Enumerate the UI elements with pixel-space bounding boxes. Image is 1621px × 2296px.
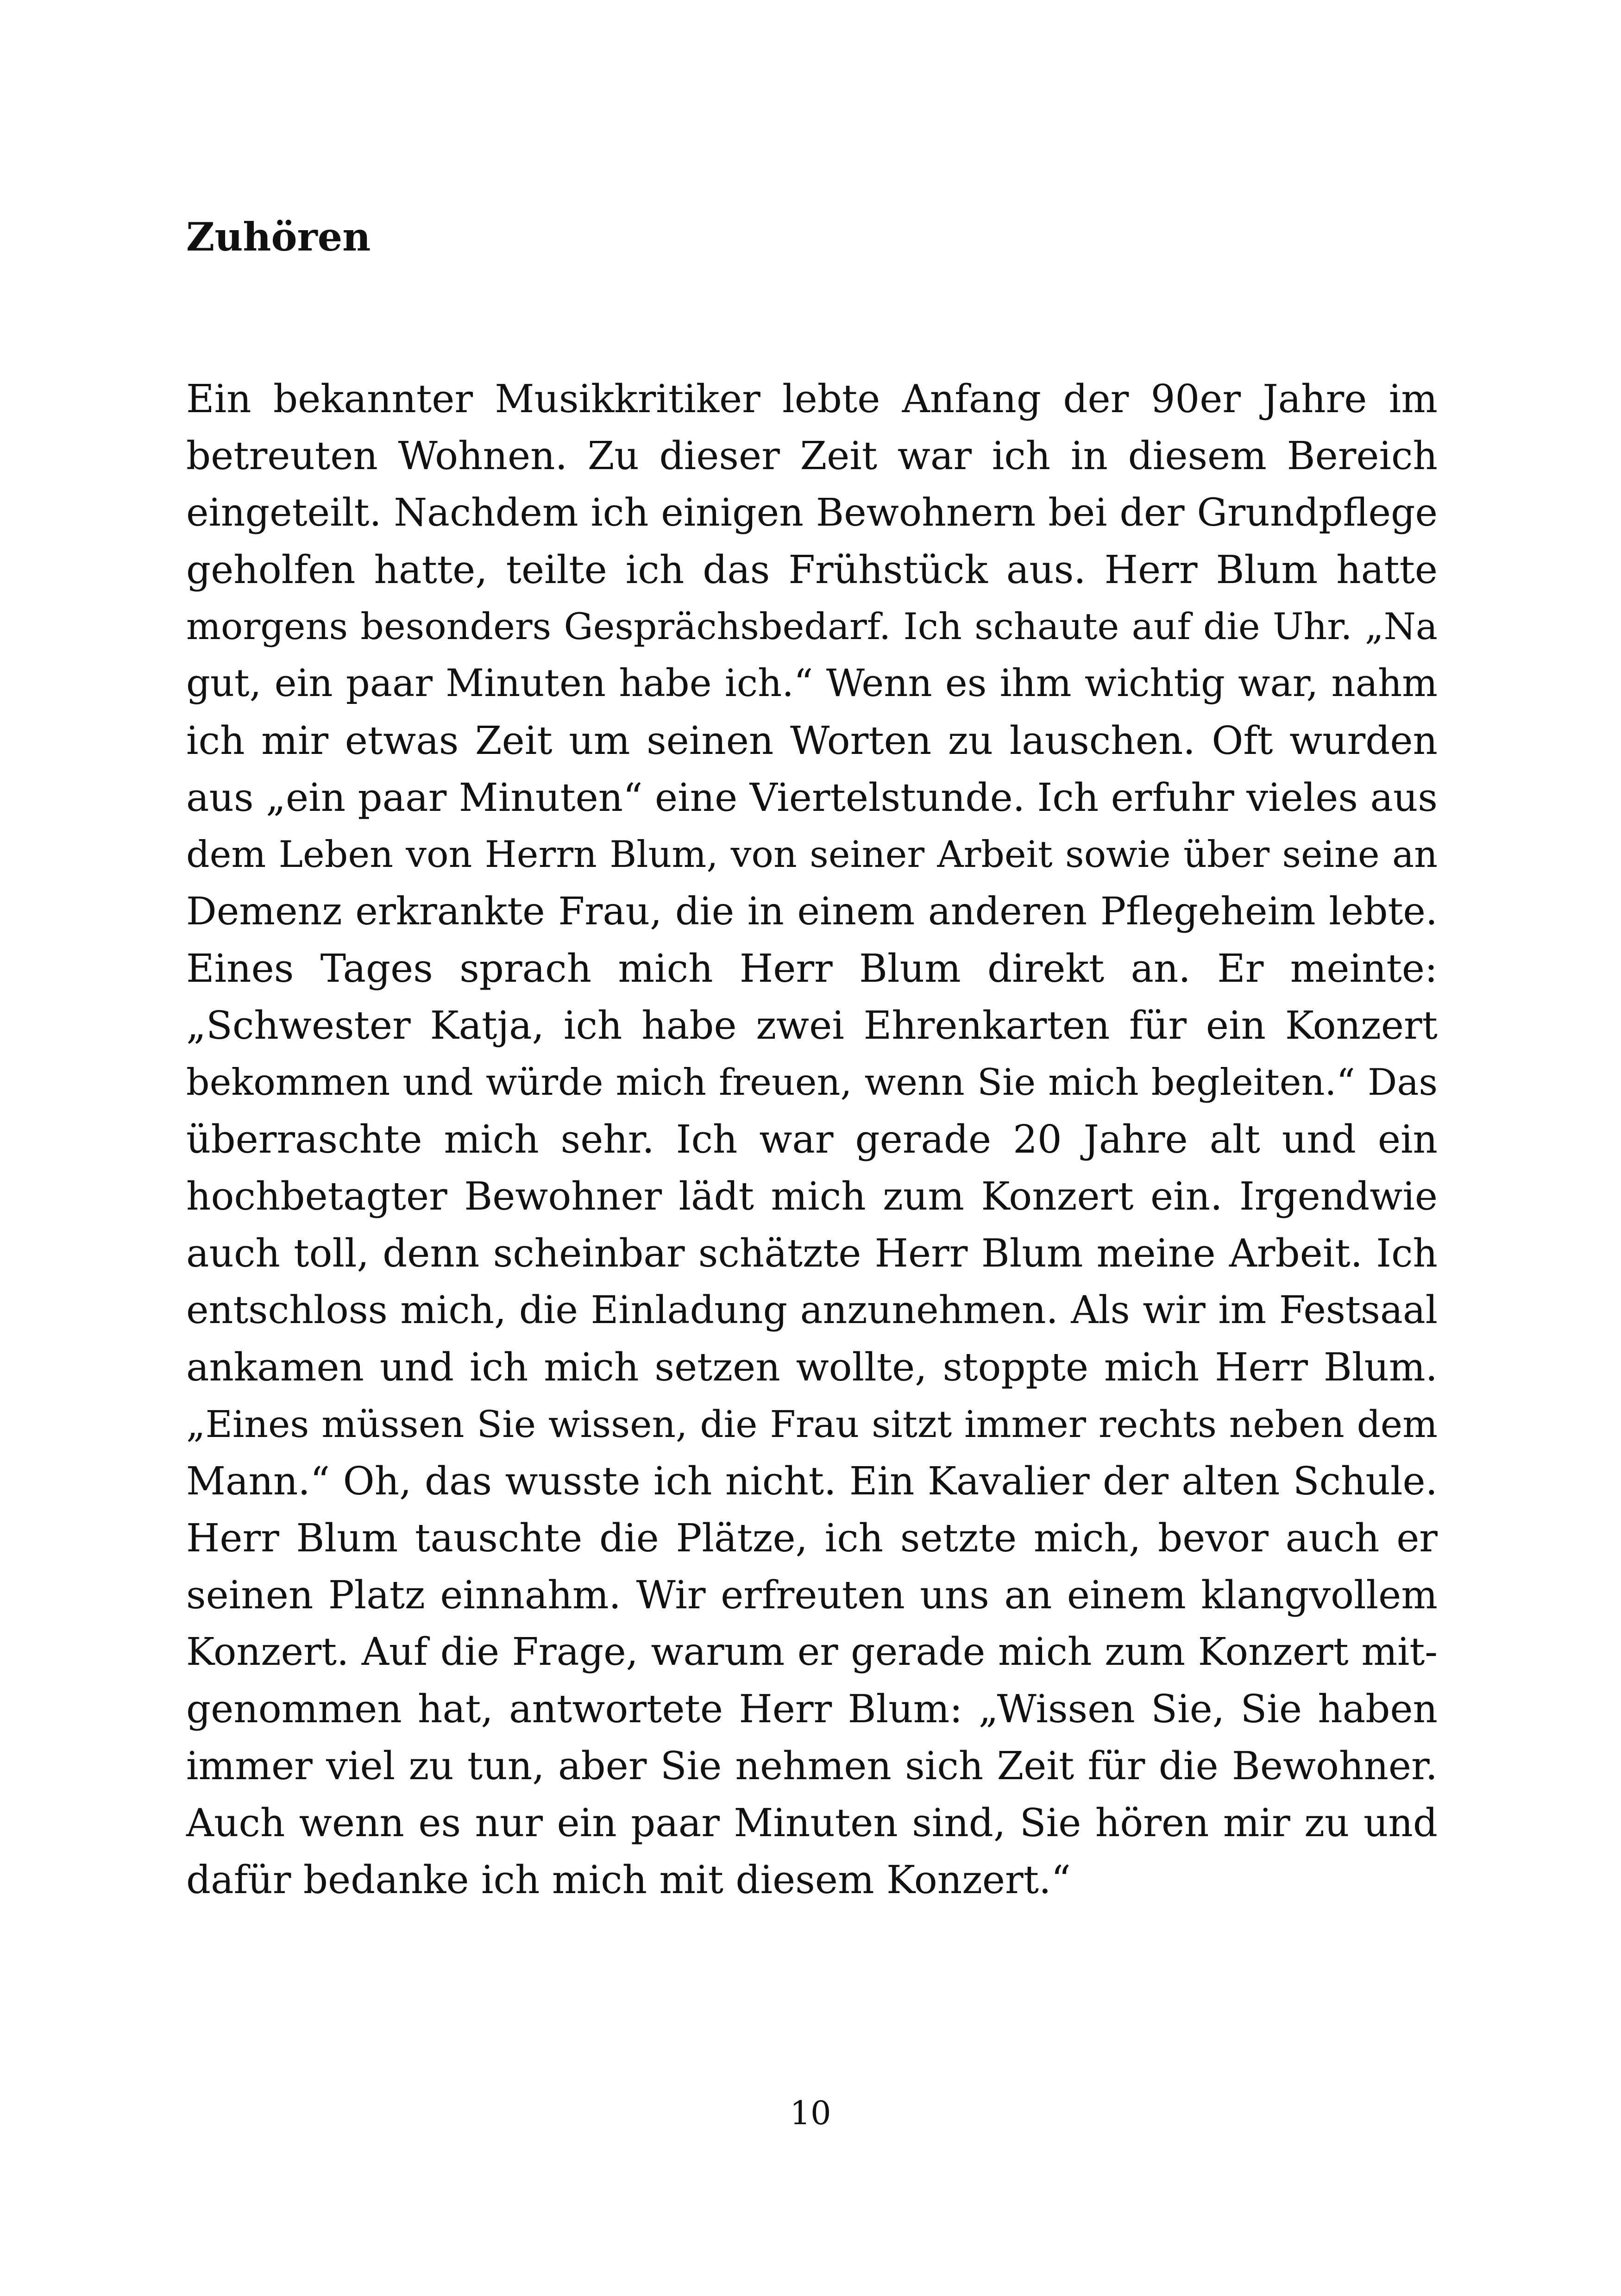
text-line: Demenz erkrankte Frau, die in einem anderen Pflegeheim lebte. — [186, 890, 1438, 934]
text-line: ankamen und ich mich setzen wollte, stoppte mich Herr Blum. — [186, 1345, 1438, 1390]
body-text — [186, 370, 1438, 1908]
text-line: Eines Tages sprach mich Herr Blum direkt an. Er meinte: — [186, 946, 1438, 991]
text-line-last: dafür bedanke ich mich mit diesem Konzert.“ — [186, 1857, 1071, 1902]
text-line: „Eines müssen Sie wissen, die Frau sitzt immer rechts neben dem — [186, 1403, 1438, 1446]
text-line: auch toll, denn scheinbar schätzte Herr Blum meine Arbeit. Ich — [186, 1231, 1438, 1276]
text-line: immer viel zu tun, aber Sie nehmen sich Zeit für die Bewohner. — [186, 1744, 1438, 1788]
text-line: aus „ein paar Minuten“ eine Viertelstunde. Ich erfuhr vieles aus — [186, 775, 1438, 820]
text-line: bekommen und würde mich freuen, wenn Sie mich begleiten.“ Das — [186, 1061, 1438, 1104]
text-line: eingeteilt. Nachdem ich einigen Bewohnern bei der Grundpflege — [186, 491, 1438, 535]
text-line: morgens besonders Gesprächsbedarf. Ich schaute auf die Uhr. „Na — [186, 605, 1438, 648]
text-line: seinen Platz einnahm. Wir erfreuten uns an einem klangvollem — [186, 1573, 1438, 1618]
text-line: hochbetagter Bewohner lädt mich zum Konzert ein. Irgendwie — [186, 1174, 1438, 1219]
text-line: ich mir etwas Zeit um seinen Worten zu lauschen. Oft wurden — [186, 718, 1438, 763]
text-line: geholfen hatte, teilte ich das Frühstück aus. Herr Blum hatte — [186, 547, 1438, 592]
text-line: Konzert. Auf die Frage, warum er gerade mich zum Konzert mit- — [186, 1630, 1438, 1674]
text-line: Auch wenn es nur ein paar Minuten sind, Sie hören mir zu und — [186, 1800, 1438, 1845]
chapter-title: Zuhören — [186, 214, 371, 260]
text-line: „Schwester Katja, ich habe zwei Ehrenkarten für ein Konzert — [186, 1003, 1438, 1048]
text-line: betreuten Wohnen. Zu dieser Zeit war ich in diesem Bereich — [186, 433, 1438, 478]
text-line: Mann.“ Oh, das wusste ich nicht. Ein Kavalier der alten Schule. — [186, 1459, 1438, 1504]
page-number: 10 — [790, 2094, 831, 2132]
text-line: genommen hat, antwortete Herr Blum: „Wissen Sie, Sie haben — [186, 1687, 1438, 1731]
text-line: gut, ein paar Minuten habe ich.“ Wenn es ihm wichtig war, nahm — [186, 662, 1438, 705]
text-line: entschloss mich, die Einladung anzunehmen. Als wir im Festsaal — [186, 1288, 1438, 1332]
text-line: überraschte mich sehr. Ich war gerade 20 Jahre alt und ein — [186, 1117, 1438, 1162]
text-line: dem Leben von Herrn Blum, von seiner Arbeit sowie über seine an — [186, 833, 1438, 876]
text-line: Herr Blum tauschte die Plätze, ich setzte mich, bevor auch er — [186, 1516, 1438, 1561]
text-line: Ein bekannter Musikkritiker lebte Anfang der 90er Jahre im — [186, 376, 1438, 421]
